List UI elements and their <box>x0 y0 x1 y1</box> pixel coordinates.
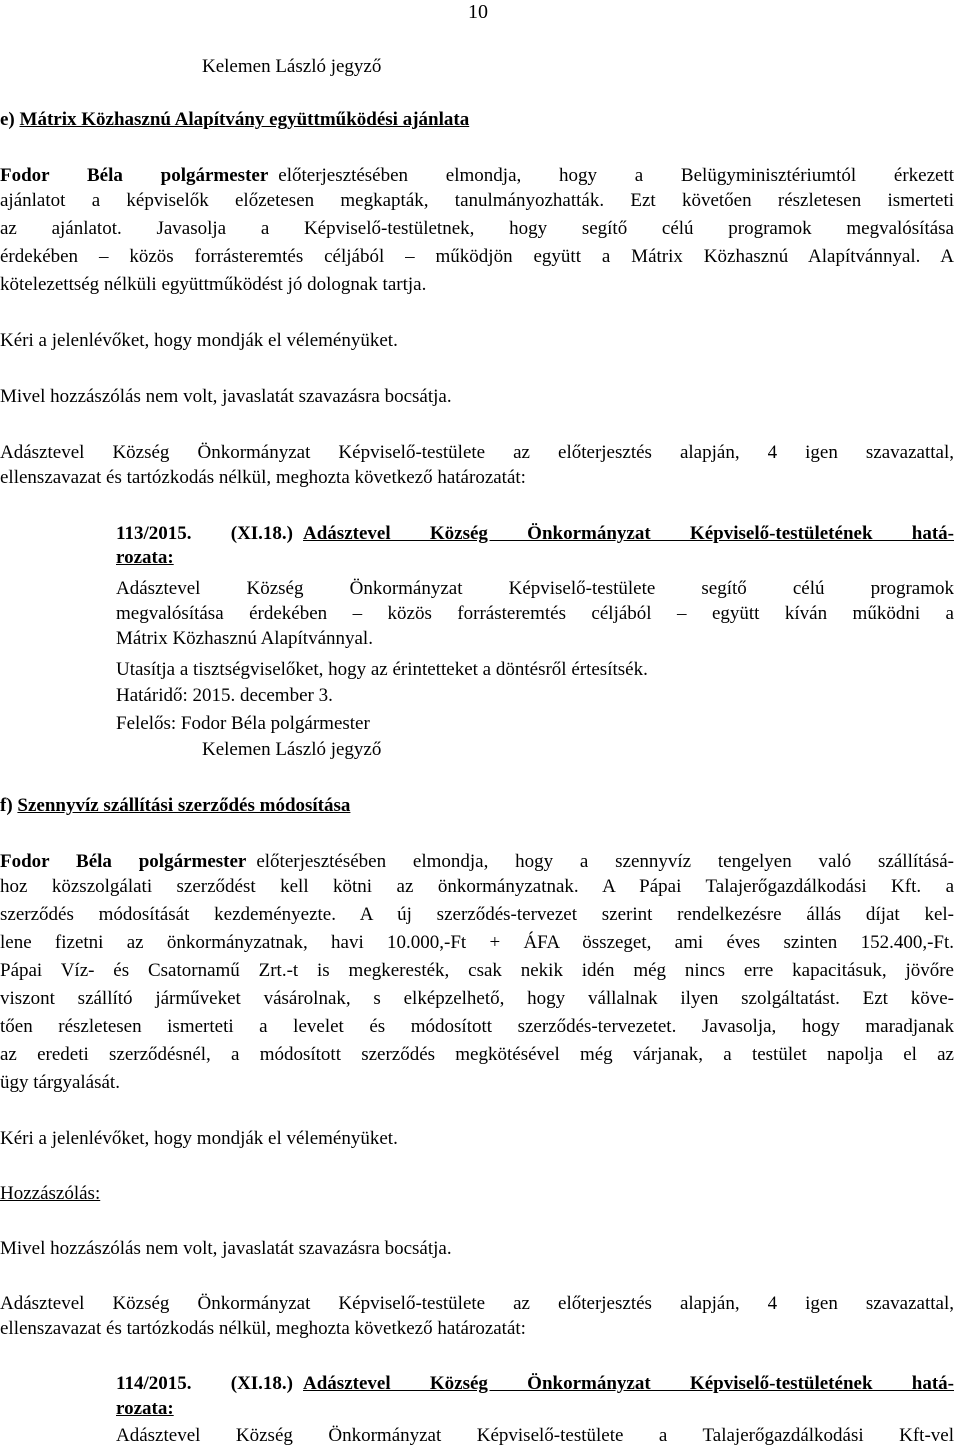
section-e-heading <box>0 107 469 132</box>
section-f-paragraph-line: ügy tárgyalását. <box>0 1072 120 1093</box>
resolution-number: 114/2015. (XI.18.) <box>116 1373 294 1394</box>
section-f-paragraph-line: az eredeti szerződésnél, a módosított szerződés megkötésével még várjanak, a testület napolja el az <box>0 1044 954 1065</box>
section-f-paragraph-line: szerződés módosítását kezdeményezte. A új szerződés-tervezet szerint rendelkezésre állás díjat kel- <box>0 904 954 925</box>
section-e-paragraph-line: kötelezettség nélküli együttműködést jó dolognak tartja. <box>0 274 427 295</box>
section-f-vote-line: ellenszavazat és tartózkodás nélkül, meghozta következő határozatát: <box>0 1318 526 1339</box>
section-f-ask: Kéri a jelenlévőket, hogy mondják el véleményüket. <box>0 1128 398 1149</box>
section-e-paragraph-line: érdekében – közös forrásteremtés céljából – működjön együtt a Mátrix Közhasznú Alapítvánnyal. A <box>0 246 954 267</box>
resolution-number: 113/2015. (XI.18.) <box>116 523 294 544</box>
section-f-paragraph-line <box>0 849 954 874</box>
section-e-paragraph-line: az ajánlatot. Javasolja a Képviselő-testületnek, hogy segítő célú programok megvalósítása <box>0 218 954 239</box>
signature-top: Kelemen László jegyző <box>202 56 382 77</box>
section-f-paragraph-line: hoz közszolgálati szerződést kell kötni az önkormányzatnak. A Pápai Talajerőgazdálkodási Kft. a <box>0 876 954 897</box>
speaker-name: Fodor Béla polgármester <box>0 851 247 872</box>
resolution-113-deadline: Határidő: 2015. december 3. <box>116 685 333 706</box>
resolution-113-text: Mátrix Közhasznú Alapítvánnyal. <box>116 628 373 649</box>
resolution-114-text: Adásztevel Község Önkormányzat Képviselő-testülete a Talajerőgazdálkodási Kft-vel <box>116 1425 954 1446</box>
section-f-paragraph-line: Pápai Víz- és Csatornamű Zrt.-t is megkeresték, csak nekik idén még nincs erre kapacitásuk, jövőre <box>0 960 954 981</box>
resolution-title-cont: rozata: <box>116 1398 174 1419</box>
section-f-vote-line: Adásztevel Község Önkormányzat Képviselő-testülete az előterjesztés alapján, 4 igen szavazattal, <box>0 1293 954 1314</box>
resolution-114-title <box>116 1371 954 1396</box>
resolution-title: Adásztevel Község Önkormányzat Képviselő-testületének hatá- <box>303 1373 954 1394</box>
resolution-title: Adásztevel Község Önkormányzat Képviselő-testületének hatá- <box>303 523 954 544</box>
text-segment: előterjesztésében elmondja, hogy a szennyvíz tengelyen való szállításá- <box>256 851 954 872</box>
resolution-113-text: Adásztevel Község Önkormányzat Képviselő-testülete segítő célú programok <box>116 578 954 599</box>
resolution-113-text: megvalósítása érdekében – közös forrásteremtés céljából – együtt kíván működni a <box>116 603 954 624</box>
resolution-113-responsible-2: Kelemen László jegyző <box>202 739 382 760</box>
section-f-title: Szennyvíz szállítási szerződés módosítása <box>17 795 351 816</box>
section-f-no-comment: Mivel hozzászólás nem volt, javaslatát szavazásra bocsátja. <box>0 1238 452 1259</box>
text-segment: előterjesztésében elmondja, hogy a Belügyminisztériumtól érkezett <box>278 165 954 186</box>
section-f-prefix: f) <box>0 795 13 816</box>
resolution-113-text: Utasítja a tisztségviselőket, hogy az érintetteket a döntésről értesítsék. <box>116 659 648 680</box>
section-f-comments-label: Hozzászólás: <box>0 1183 101 1204</box>
section-f-paragraph-line: lene fizetni az önkormányzatnak, havi 10.000,-Ft + ÁFA összeget, ami éves szinten 152.400,-Ft. <box>0 932 954 953</box>
section-f-paragraph-line: viszont szállító járműveket vásárolnak, s elképzelhető, hogy vállalnak ilyen szolgáltatást. Ezt köve- <box>0 988 954 1009</box>
section-e-paragraph-line <box>0 163 954 188</box>
resolution-113-title <box>116 521 954 546</box>
section-e-paragraph-line: ajánlatot a képviselők előzetesen megkapták, tanulmányozhatták. Ezt követően részletesen ismerteti <box>0 190 954 211</box>
section-e-vote-line: Adásztevel Község Önkormányzat Képviselő-testülete az előterjesztés alapján, 4 igen szavazattal, <box>0 442 954 463</box>
section-f-paragraph-line: tően részletesen ismerteti a levelet és módosított szerződés-tervezetet. Javasolja, hogy maradjanak <box>0 1016 954 1037</box>
resolution-113-responsible: Felelős: Fodor Béla polgármester <box>116 713 370 734</box>
page-number: 10 <box>468 1 488 23</box>
resolution-title-cont: rozata: <box>116 547 174 568</box>
section-e-vote-line: ellenszavazat és tartózkodás nélkül, meghozta következő határozatát: <box>0 467 526 488</box>
speaker-name: Fodor Béla polgármester <box>0 165 269 186</box>
section-e-ask: Kéri a jelenlévőket, hogy mondják el véleményüket. <box>0 330 398 351</box>
section-f-heading <box>0 793 350 818</box>
section-e-title: Mátrix Közhasznú Alapítvány együttműködési ajánlata <box>19 109 470 130</box>
section-e-prefix: e) <box>0 109 15 130</box>
section-e-no-comment: Mivel hozzászólás nem volt, javaslatát szavazásra bocsátja. <box>0 386 452 407</box>
